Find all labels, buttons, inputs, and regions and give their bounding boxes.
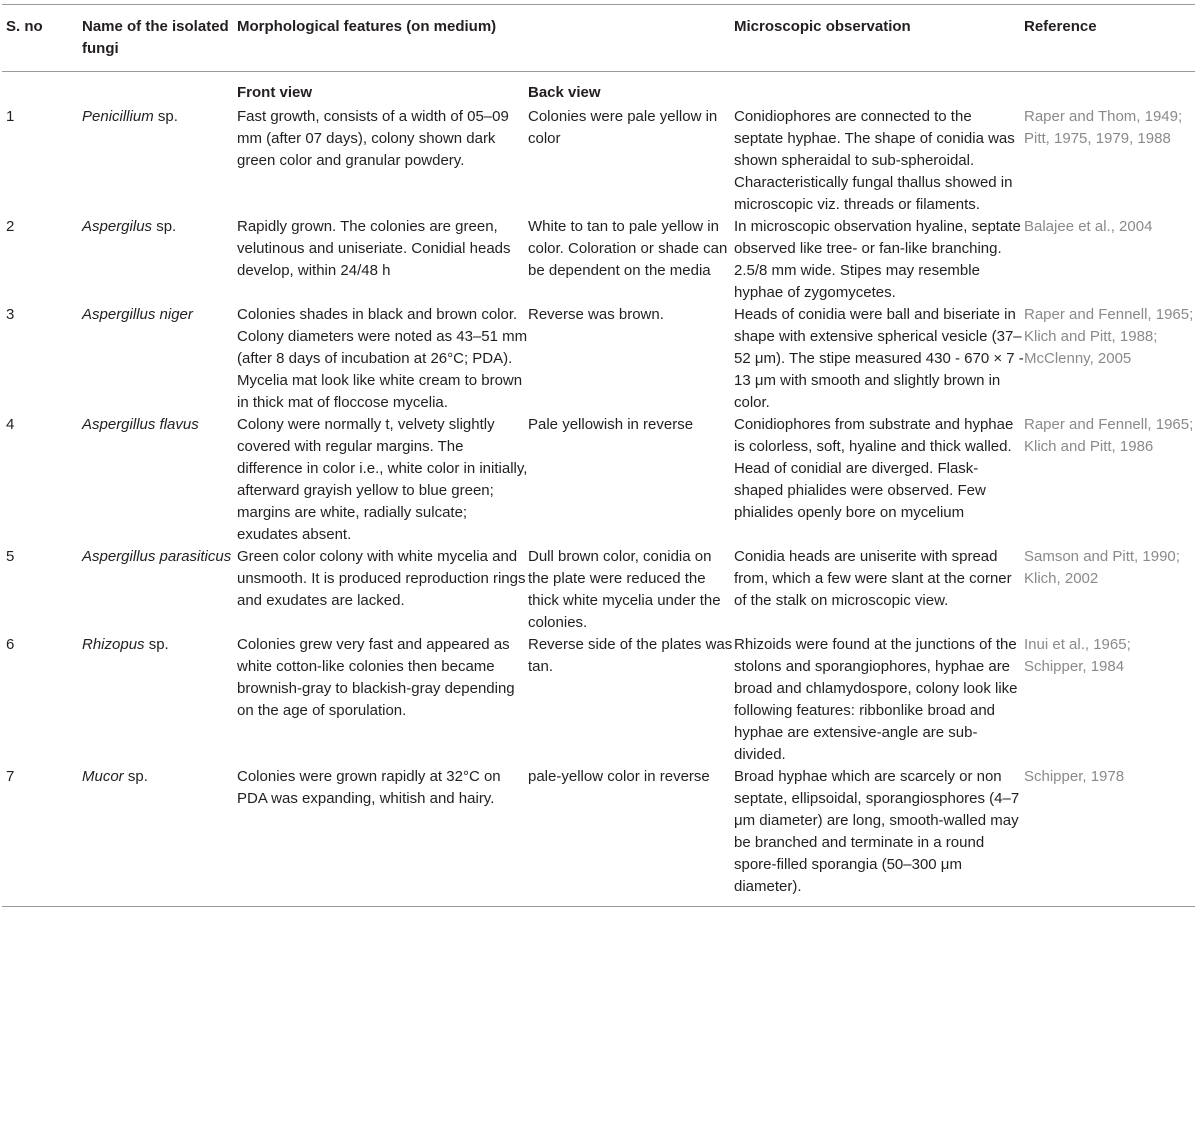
- cell-sno: 4: [6, 416, 15, 433]
- cell-fungus-name: [82, 106, 237, 216]
- genus-name: Mucor: [82, 768, 124, 785]
- cell-sno: 5: [6, 548, 15, 565]
- cell-sno: 6: [6, 636, 15, 653]
- cell-front-view: Colony were normally t, velvety slightly covered with regular margins. The difference in color i.e., white color in initially, afterward grayish yellow to blue green; margins are white, radially sulcate; exudates absent.: [237, 416, 528, 543]
- subheader-row: [2, 72, 1195, 107]
- cell-back-view: Reverse side of the plates was tan.: [528, 636, 733, 675]
- header-row: [2, 5, 1195, 72]
- genus-name: Aspergillus flavus: [82, 416, 199, 433]
- cell-back-view: Dull brown color, conidia on the plate were reduced the thick white mycelia under the colonies.: [528, 548, 721, 631]
- cell-front-view: Fast growth, consists of a width of 05–09 mm (after 07 days), colony shown dark green color and granular powdery.: [237, 108, 509, 169]
- cell-reference: Inui et al., 1965; Schipper, 1984: [1024, 636, 1131, 675]
- cell-front-view: Rapidly grown. The colonies are green, velutinous and uniseriate. Conidial heads develop, within 24/48 h: [237, 218, 511, 279]
- table-row: [2, 304, 1195, 414]
- cell-reference: Raper and Fennell, 1965; Klich and Pitt, 1986: [1024, 416, 1194, 455]
- table-row: [2, 414, 1195, 546]
- header-name: Name of the isolated fungi: [82, 5, 237, 72]
- cell-microscopic: Conidiophores are connected to the septate hyphae. The shape of conidia was shown spheraidal to sub-spheroidal. Characteristically fungal thallus showed in microscopic viz. threads or filaments.: [734, 108, 1015, 213]
- cell-back-view: Pale yellowish in reverse: [528, 416, 694, 433]
- cell-front-view: Colonies grew very fast and appeared as white cotton-like colonies then became brownish-gray to blackish-gray depending on the age of sporulation.: [237, 636, 515, 719]
- cell-sno: 3: [6, 306, 15, 323]
- genus-name: Aspergillus niger: [82, 306, 193, 323]
- header-morphological: Morphological features (on medium): [237, 5, 734, 72]
- fungi-table: [2, 4, 1195, 907]
- table-row: [2, 216, 1195, 304]
- cell-microscopic: Broad hyphae which are scarcely or non septate, ellipsoidal, sporangiosphores (4–7 μm diameter) are long, smooth-walled may be branched and terminate in a round spore-filled sporangia (50–300 μm diameter).: [734, 766, 1024, 907]
- cell-microscopic: Conidia heads are uniserite with spread from, which a few were slant at the corner of the stalk on microscopic view.: [734, 548, 1012, 609]
- header-sno: S. no: [2, 5, 82, 72]
- cell-reference: Schipper, 1978: [1024, 766, 1195, 907]
- cell-microscopic: Rhizoids were found at the junctions of the stolons and sporangiophores, hyphae are broad and chlamydospore, colony look like following features: ribbonlike broad and hyphae are extensive-angle are sub-divided.: [734, 636, 1018, 763]
- cell-back-view: Reverse was brown.: [528, 306, 664, 323]
- cell-front-view: Colonies were grown rapidly at 32°C on PDA was expanding, whitish and hairy.: [237, 766, 528, 907]
- cell-fungus-name: [82, 634, 237, 766]
- table-row: [2, 766, 1195, 907]
- cell-reference: Raper and Fennell, 1965; Klich and Pitt, 1988; McClenny, 2005: [1024, 306, 1194, 367]
- header-reference: Reference: [1024, 5, 1195, 72]
- cell-front-view: Colonies shades in black and brown color. Colony diameters were noted as 43–51 mm (after 8 days of incubation at 26°C; PDA). Mycelia mat look like white cream to brown in thick mat of floccose mycelia.: [237, 306, 528, 411]
- cell-fungus-name: [82, 766, 237, 907]
- cell-back-view: Colonies were pale yellow in color: [528, 108, 718, 147]
- cell-fungus-name: [82, 414, 237, 546]
- species-suffix: sp.: [144, 636, 169, 653]
- species-suffix: sp.: [153, 108, 178, 125]
- table-row: [2, 546, 1195, 634]
- cell-fungus-name: [82, 216, 237, 304]
- table-row: [2, 634, 1195, 766]
- genus-name: Penicillium: [82, 108, 154, 125]
- genus-name: Rhizopus: [82, 636, 145, 653]
- cell-fungus-name: [82, 546, 237, 634]
- cell-reference: Balajee et al., 2004: [1024, 218, 1153, 235]
- cell-front-view: Green color colony with white mycelia and unsmooth. It is produced reproduction rings and exudates are lacked.: [237, 548, 526, 609]
- cell-reference: Samson and Pitt, 1990; Klich, 2002: [1024, 548, 1180, 587]
- cell-sno: 1: [6, 108, 15, 125]
- cell-reference: Raper and Thom, 1949; Pitt, 1975, 1979, 1988: [1024, 108, 1183, 147]
- cell-sno: 7: [2, 766, 82, 907]
- header-front-view: Front view: [237, 84, 313, 101]
- species-suffix: sp.: [152, 218, 177, 235]
- cell-microscopic: Heads of conidia were ball and biseriate in shape with extensive spherical vesicle (37–52 μm). The stipe measured 430 - 670 × 7 - 13 μm with smooth and slightly brown in color.: [734, 306, 1024, 411]
- genus-name: Aspergillus parasiticus: [82, 548, 232, 565]
- cell-microscopic: Conidiophores from substrate and hyphae is colorless, soft, hyaline and thick walled. Head of conidial are diverged. Flask-shaped phialides were observed. Few phialides openly bore on mycelium: [734, 416, 1014, 521]
- cell-back-view: pale-yellow color in reverse: [528, 766, 734, 907]
- cell-sno: 2: [6, 218, 15, 235]
- genus-name: Aspergilus: [82, 218, 153, 235]
- header-microscopic: Microscopic observation: [734, 5, 1024, 72]
- cell-back-view: White to tan to pale yellow in color. Coloration or shade can be dependent on the media: [528, 218, 728, 279]
- header-back-view: Back view: [528, 84, 601, 101]
- cell-fungus-name: [82, 304, 237, 414]
- cell-microscopic: In microscopic observation hyaline, septate observed like tree- or fan-like branching. 2.5/8 mm wide. Stipes may resemble hyphae of zygomycetes.: [734, 218, 1021, 301]
- species-suffix: sp.: [123, 768, 148, 785]
- table-row: [2, 106, 1195, 216]
